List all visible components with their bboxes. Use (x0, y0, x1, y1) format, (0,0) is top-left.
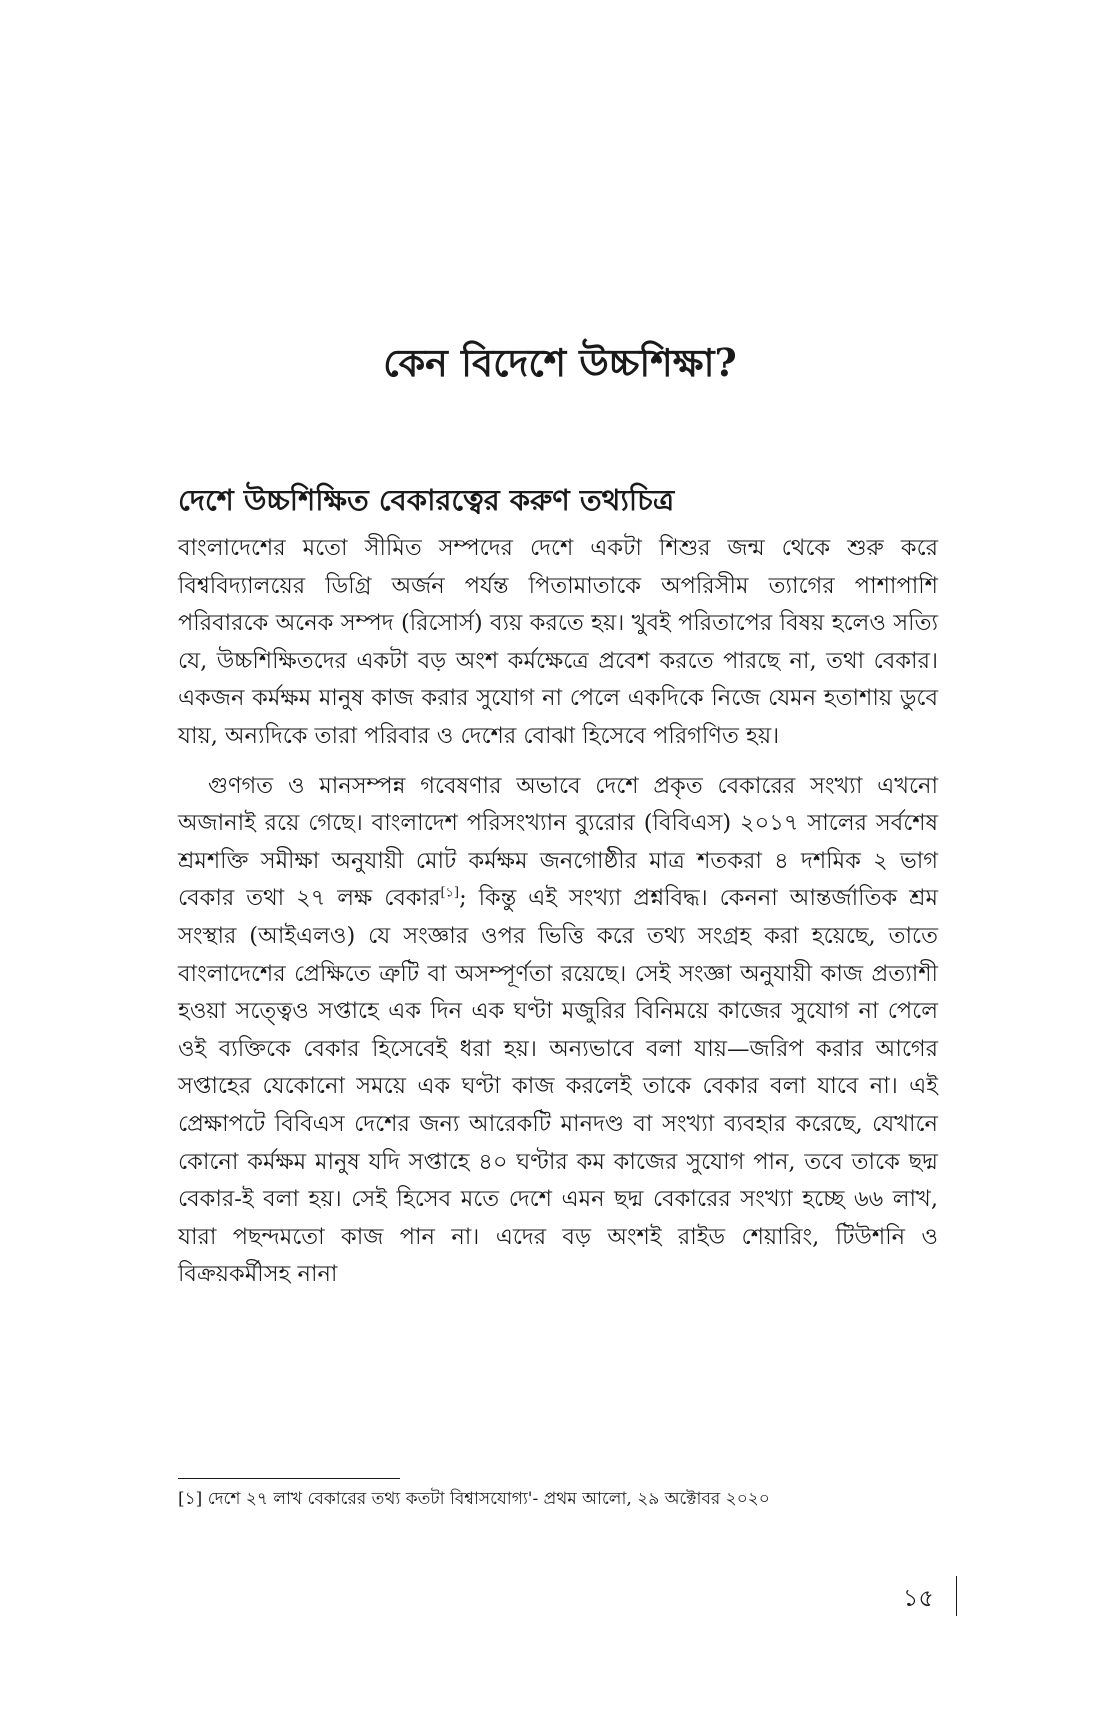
footnote-divider (178, 1478, 400, 1479)
body-text (178, 530, 938, 1306)
chapter-title: কেন বিদেশে উচ্চশিক্ষা? (383, 340, 737, 385)
footnote: [১] দেশে ২৭ লাখ বেকারের তথ্য কতটা বিশ্বাসযোগ্য'- প্রথম আলো, ২৯ অক্টোবর ২০২০ (178, 1489, 770, 1509)
paragraph-1: বাংলাদেশের মতো সীমিত সম্পদের দেশে একটা শিশুর জন্ম থেকে শুরু করে বিশ্ববিদ্যালয়ের ডিগ্রি অর্জন পর্যন্ত পিতামাতাকে অপরিসীম ত্যাগের পাশাপাশি পরিবারকে অনেক সম্পদ (রিসোর্স) ব্যয় করতে হয়। খুবই পরিতাপের বিষয় হলেও সত্যি যে, উচ্চশিক্ষিতদের একটা বড় অংশ কর্মক্ষেত্রে প্রবেশ করতে পারছে না, তথা বেকার। একজন কর্মক্ষম মানুষ কাজ করার সুযোগ না পেলে একদিকে নিজে যেমন হতাশায় ডুবে যায়, অন্যদিকে তারা পরিবার ও দেশের বোঝা হিসেবে পরিগণিত হয়। (178, 535, 938, 749)
section-heading: দেশে উচ্চশিক্ষিত বেকারত্বের করুণ তথ্যচিত্র (178, 483, 675, 517)
footnote-reference: [১] (440, 885, 460, 901)
paragraph-2-text-a: গুণগত ও মানসম্পন্ন গবেষণার অভাবে দেশে প্রকৃত বেকারের সংখ্যা এখনো অজানাই রয়ে গেছে। বাংলাদেশ পরিসংখ্যান ব্যুরোর (বিবিএস) ২০১৭ সালের সর্বশেষ শ্রমশক্তি সমীক্ষা অনুযায়ী মোট কর্মক্ষম জনগোষ্ঠীর মাত্র শতকরা ৪ দশমিক ২ ভাগ বেকার তথা ২৭ লক্ষ বেকার (178, 772, 938, 912)
page-number-rule (956, 1576, 957, 1616)
paragraph-2-text-b: ; কিন্তু এই সংখ্যা প্রশ্নবিদ্ধ। কেননা আন্তর্জাতিক শ্রম সংস্থার (আইএলও) যে সংজ্ঞার ওপর ভিত্তি করে তথ্য সংগ্রহ করা হয়েছে, তাতে বাংলাদেশের প্রেক্ষিতে ত্রুটি বা অসম্পূর্ণতা রয়েছে। সেই সংজ্ঞা অনুযায়ী কাজ প্রত্যাশী হওয়া সত্ত্বেও সপ্তাহে এক দিন এক ঘণ্টা মজুরির বিনিময়ে কাজের সুযোগ না পেলে ওই ব্যক্তিকে বেকার হিসেবেই ধরা হয়। অন্যভাবে বলা যায়—জরিপ করার আগের সপ্তাহের যেকোনো সময়ে এক ঘণ্টা কাজ করলেই তাকে বেকার বলা যাবে না। এই প্রেক্ষাপটে বিবিএস দেশের জন্য আরেকটি মানদণ্ড বা সংখ্যা ব্যবহার করেছে, যেখানে কোনো কর্মক্ষম মানুষ যদি সপ্তাহে ৪০ ঘণ্টার কম কাজের সুযোগ পান, তবে তাকে ছদ্ম বেকার-ই বলা হয়। সেই হিসেব মতে দেশে এমন ছদ্ম বেকারের সংখ্যা হচ্ছে ৬৬ লাখ, যারা পছন্দমতো কাজ পান না। এদের বড় অংশই রাইড শেয়ারিং, টিউশনি ও বিক্রয়কর্মীসহ নানা (178, 885, 938, 1288)
paragraph-2 (178, 768, 938, 1294)
page-number: ১৫ (902, 1584, 934, 1612)
